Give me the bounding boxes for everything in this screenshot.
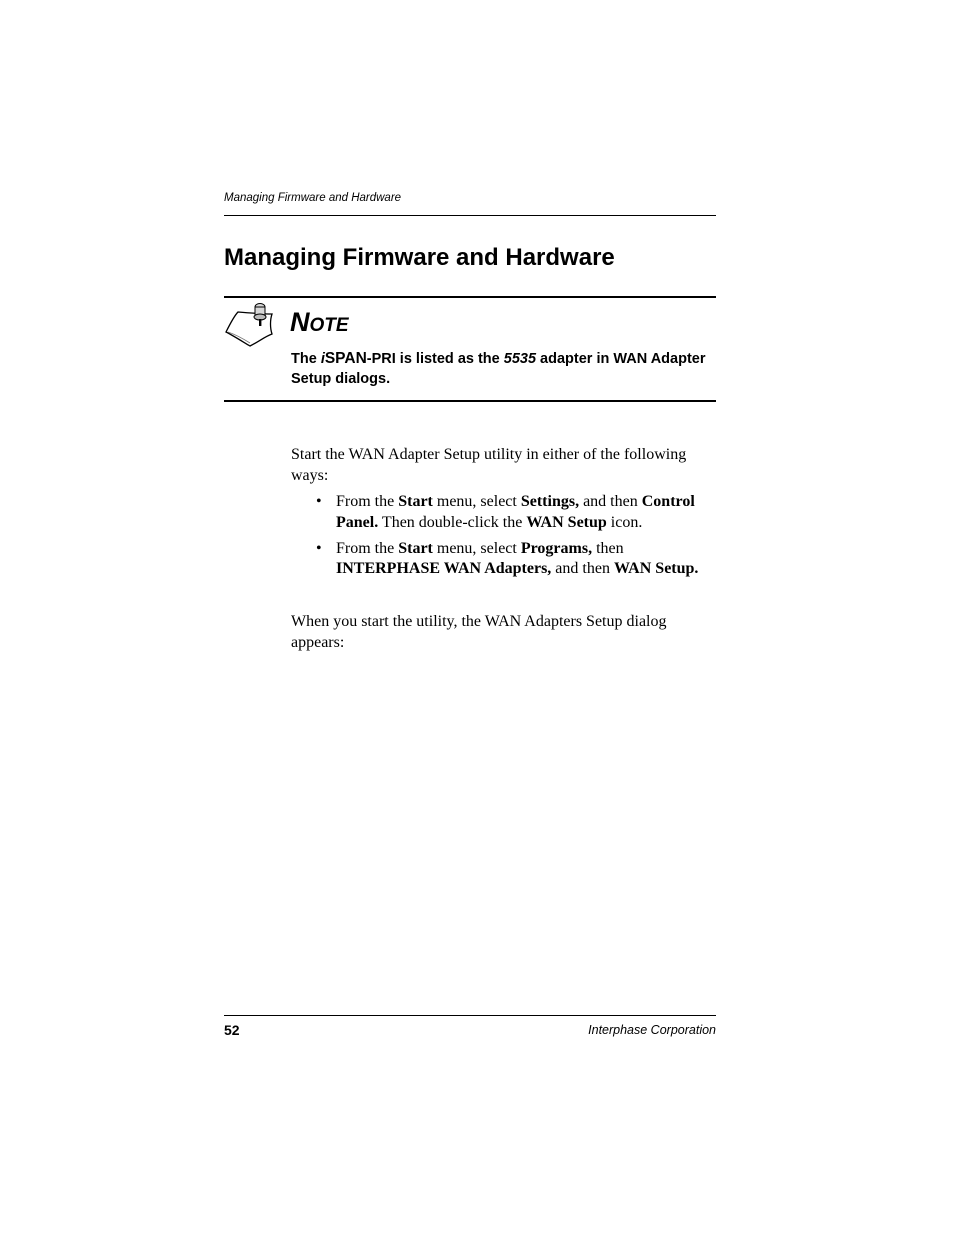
list-text: icon. xyxy=(606,513,643,531)
note-text-part: The xyxy=(291,351,321,367)
list-bold: Start xyxy=(398,493,433,510)
bullet-icon: • xyxy=(316,493,322,510)
company-name: Interphase Corporation xyxy=(588,1023,716,1037)
instruction-list xyxy=(291,492,715,585)
footer-rule xyxy=(224,1015,716,1016)
list-item xyxy=(291,492,715,533)
list-bold: Programs, xyxy=(520,539,593,557)
note-heading xyxy=(290,309,349,336)
list-item xyxy=(291,539,715,580)
header-rule xyxy=(224,215,716,216)
list-text: menu, select xyxy=(432,493,521,510)
note-top-rule xyxy=(224,296,716,298)
note-text-part: -PRI is listed as the xyxy=(366,351,504,367)
list-bold: WAN Setup xyxy=(526,513,607,531)
outro-paragraph: When you start the utility, the WAN Adapters Setup dialog appears: xyxy=(291,613,667,651)
note-text-span: SPAN xyxy=(324,350,367,367)
list-text: Then double-click the xyxy=(378,513,527,531)
list-text: From the xyxy=(336,493,399,510)
list-text: and then xyxy=(579,493,642,510)
list-bold: WAN Setup. xyxy=(613,560,699,577)
list-text: then xyxy=(592,539,624,557)
note-heading-rest: OTE xyxy=(309,315,349,336)
note-text-model: 5535 xyxy=(503,351,537,367)
page-number: 52 xyxy=(224,1022,240,1038)
list-bold: Settings, xyxy=(520,493,580,510)
list-bold: Start xyxy=(398,539,433,557)
list-text: From the xyxy=(336,539,399,557)
running-header: Managing Firmware and Hardware xyxy=(224,192,402,204)
intro-paragraph: Start the WAN Adapter Setup utility in either of the following ways: xyxy=(291,446,687,484)
list-bold: Control Panel. xyxy=(336,493,695,531)
note-text-italic-i: i xyxy=(320,351,325,367)
list-text: and then xyxy=(551,560,614,577)
note-text xyxy=(291,349,711,389)
page-title: Managing Firmware and Hardware xyxy=(224,244,615,271)
note-paper-pin-icon xyxy=(224,302,276,348)
list-bold: INTERPHASE WAN Adapters, xyxy=(336,560,552,577)
bullet-icon: • xyxy=(316,539,322,557)
note-bottom-rule xyxy=(224,400,716,402)
note-heading-initial: N xyxy=(290,307,310,337)
list-text: menu, select xyxy=(432,539,521,557)
note-text-part: adapter in WAN Adapter Setup dialogs. xyxy=(291,351,706,387)
